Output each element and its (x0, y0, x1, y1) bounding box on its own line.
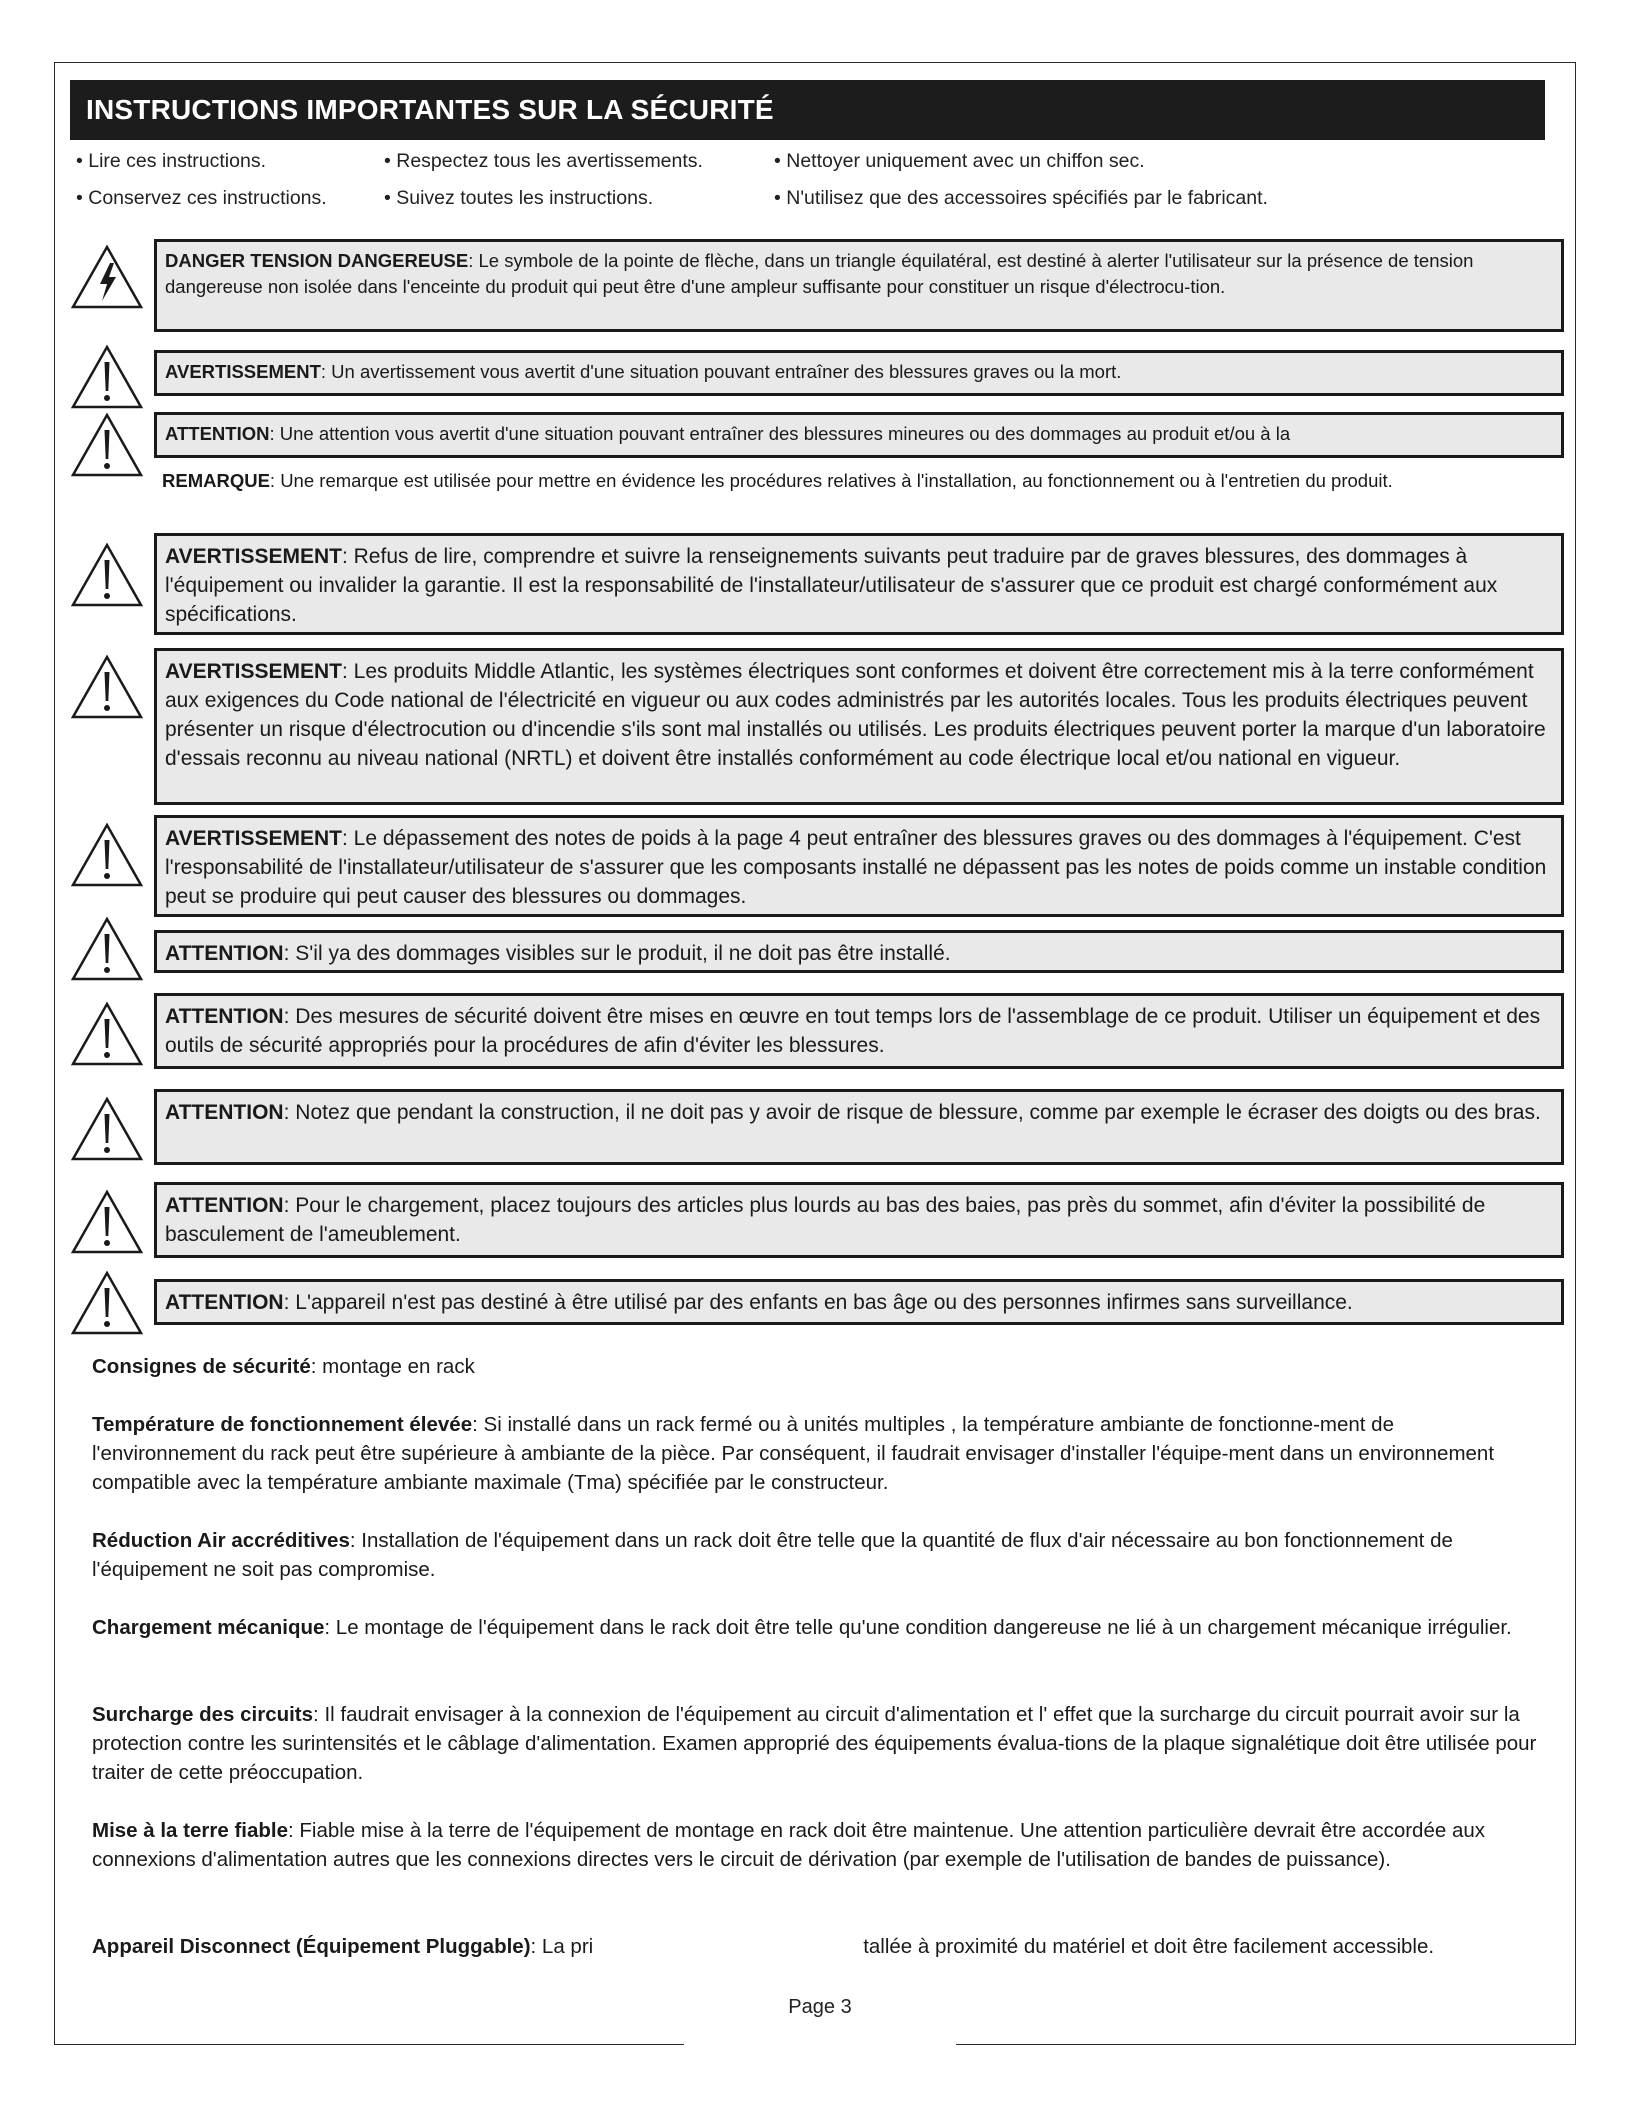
obscured-text-gap (593, 1938, 863, 1958)
warning-triangle-icon (70, 1096, 144, 1162)
electric-shock-warning-icon (70, 244, 144, 310)
notice-label: DANGER TENSION DANGEREUSE (165, 250, 469, 271)
bullet-item: • Nettoyer uniquement avec un chiffon sec. (774, 150, 1145, 172)
section-airflow (92, 1526, 1542, 1584)
caution-notice (154, 412, 1564, 458)
rack-safety-heading (92, 1352, 1542, 1381)
notice-label: AVERTISSEMENT (165, 660, 342, 683)
caution-notice (154, 1182, 1564, 1258)
warning-triangle-icon (70, 542, 144, 608)
remark-note (162, 468, 1557, 494)
section-reliable-earthing (92, 1816, 1542, 1874)
bullet-item: • Lire ces instructions. (76, 150, 266, 172)
warning-triangle-icon (70, 916, 144, 982)
section-label: Température de fonctionnement élevée (92, 1413, 473, 1436)
notice-label: ATTENTION (165, 423, 270, 444)
warning-notice (154, 350, 1564, 396)
warning-notice (154, 648, 1564, 805)
notice-label: ATTENTION (165, 1291, 284, 1314)
section-text: tallée à proximité du matériel et doit être facilement accessible. (863, 1935, 1435, 1958)
danger-notice (154, 239, 1564, 332)
notice-text: : Un avertissement vous avertit d'une situation pouvant entraîner des blessures graves ou la mort. (320, 361, 1122, 382)
notice-text: : Une remarque est utilisée pour mettre en évidence les procédures relatives à l'installation, au fonctionnement ou à l'entretien du produit. (269, 470, 1393, 491)
bullet-item: • Conservez ces instructions. (76, 187, 327, 209)
warning-triangle-icon (70, 344, 144, 410)
section-label: Chargement mécanique (92, 1616, 325, 1639)
footer-gap (684, 2038, 956, 2054)
section-text: : Le montage de l'équipement dans le rack doit être telle qu'une condition dangereuse ne lié à un chargement mécanique irrégulier. (324, 1616, 1512, 1639)
page-title: INSTRUCTIONS IMPORTANTES SUR LA SÉCURITÉ (70, 80, 1545, 140)
section-label: Appareil Disconnect (Équipement Pluggable) (92, 1935, 531, 1958)
warning-notice (154, 533, 1564, 635)
section-text: : La pri (530, 1935, 594, 1958)
caution-notice (154, 930, 1564, 973)
caution-notice (154, 993, 1564, 1069)
notice-label: AVERTISSEMENT (165, 545, 342, 568)
warning-triangle-icon (70, 412, 144, 478)
notice-text: : Refus de lire, comprendre et suivre la renseignements suivants peut traduire par de graves blessures, des dommages à l'équipement ou invalider la garantie. Il est la responsabilité de l'installateur/utilisateur de s'assurer que ce produit est chargé conformément aux spécifications. (165, 545, 1498, 626)
notice-label: ATTENTION (165, 1194, 284, 1217)
warning-triangle-icon (70, 1001, 144, 1067)
warning-triangle-icon (70, 1270, 144, 1336)
section-elevated-temperature (92, 1410, 1542, 1497)
warning-triangle-icon (70, 822, 144, 888)
notice-label: REMARQUE (162, 470, 270, 491)
bullet-item: • Respectez tous les avertissements. (384, 150, 703, 172)
warning-triangle-icon (70, 654, 144, 720)
section-mechanical-loading (92, 1613, 1542, 1642)
notice-label: AVERTISSEMENT (165, 361, 321, 382)
bullet-item: • N'utilisez que des accessoires spécifiés par le fabricant. (774, 187, 1268, 209)
notice-text: : S'il ya des dommages visibles sur le produit, il ne doit pas être installé. (283, 942, 951, 965)
notice-label: ATTENTION (165, 942, 284, 965)
section-label: Réduction Air accréditives (92, 1529, 350, 1552)
notice-text: : Le symbole de la pointe de flèche, dans un triangle équilatéral, est destiné à alerter l'utilisateur sur la présence de tension dangereuse non isolée dans l'enceinte du produit qui peut être d'une ampleur suffisante pour constituer un risque d'électrocu-tion. (165, 250, 1474, 297)
warning-triangle-icon (70, 1189, 144, 1255)
section-label: Mise à la terre fiable (92, 1819, 288, 1842)
warning-notice (154, 815, 1564, 917)
bullet-item: • Suivez toutes les instructions. (384, 187, 654, 209)
page-number: Page 3 (788, 1996, 852, 2018)
notice-text: : Les produits Middle Atlantic, les systèmes électriques sont conformes et doivent être correctement mis à la terre conformément aux exigences du Code national de l'électricité en vigueur ou aux codes administrés par les autorités locales. Tous les produits électriques peuvent présenter un risque d'électrocution ou d'incendie s'ils sont mal installés ou utilisés. Les produits électriques peuvent porter la marque d'un laboratoire d'essais reconnu au niveau national (NRTL) et doivent être installés conformément au code électrique local et/ou national en vigueur. (165, 660, 1546, 770)
notice-text: : Le dépassement des notes de poids à la page 4 peut entraîner des blessures graves ou des dommages à l'équipement. C'est l'responsabilité de l'installateur/utilisateur de s'assurer que les composants installé ne dépassent pas les notes de poids comme un instable condition peut se produire qui peut causer des blessures ou dommages. (165, 827, 1547, 908)
notice-label: ATTENTION (165, 1101, 284, 1124)
section-text: : Si installé dans un rack fermé ou à unités multiples , la température ambiante de fonctionne-ment de l'environnement du rack peut être supérieure à ambiante de la pièce. Par conséquent, il faudrait envisager d'installer l'équipe-ment dans un environnement compatible avec la température ambiante maximale (Tma) spécifiée par le constructeur. (92, 1413, 1495, 1494)
section-circuit-overload (92, 1700, 1542, 1787)
notice-text: : L'appareil n'est pas destiné à être utilisé par des enfants en bas âge ou des personnes infirmes sans surveillance. (283, 1291, 1353, 1314)
notice-label: AVERTISSEMENT (165, 827, 342, 850)
section-text: : montage en rack (310, 1355, 475, 1378)
notice-text: : Des mesures de sécurité doivent être mises en œuvre en tout temps lors de l'assemblage de ce produit. Utiliser un équipement et des outils de sécurité appropriés pour la procédures de afin d'éviter les blessures. (165, 1005, 1541, 1057)
notice-text: : Une attention vous avertit d'une situation pouvant entraîner des blessures mineures ou des dommages au produit et/ou à la (269, 423, 1291, 444)
section-text: : Fiable mise à la terre de l'équipement de montage en rack doit être maintenue. Une attention particulière devrait être accordée aux connexions d'alimentation autres que les connexions directes vers le circuit de dérivation (par exemple de l'utilisation de bandes de puissance). (92, 1819, 1485, 1871)
section-text: : Installation de l'équipement dans un rack doit être telle que la quantité de flux d'air nécessaire au bon fonctionnement de l'équipement ne soit pas compromise. (92, 1529, 1453, 1581)
section-label: Consignes de sécurité (92, 1355, 311, 1378)
section-text: : Il faudrait envisager à la connexion de l'équipement au circuit d'alimentation et l' effet que la surcharge du circuit pourrait avoir sur la protection contre les surintensités et le câblage d'alimentation. Examen approprié des équipements évalua-tions de la plaque signalétique doit être utilisée pour traiter de cette préoccupation. (92, 1703, 1537, 1784)
section-label: Surcharge des circuits (92, 1703, 314, 1726)
section-disconnect-device (92, 1932, 1542, 1961)
notice-label: ATTENTION (165, 1005, 284, 1028)
caution-notice (154, 1089, 1564, 1165)
notice-text: : Pour le chargement, placez toujours des articles plus lourds au bas des baies, pas près du sommet, afin d'éviter la possibilité de basculement de l'ameublement. (165, 1194, 1486, 1246)
notice-text: : Notez que pendant la construction, il ne doit pas y avoir de risque de blessure, comme par exemple le écraser des doigts ou des bras. (283, 1101, 1541, 1124)
caution-notice (154, 1279, 1564, 1325)
